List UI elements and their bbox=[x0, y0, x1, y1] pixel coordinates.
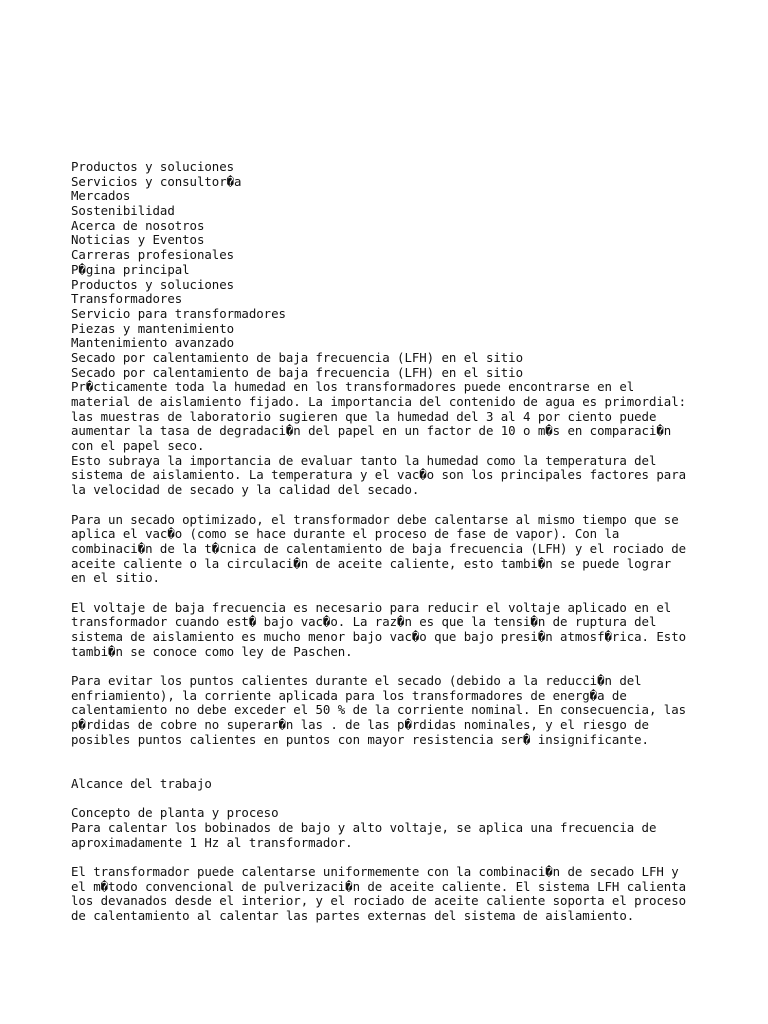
document-line: Noticias y Eventos bbox=[71, 232, 205, 248]
document-line: Mercados bbox=[71, 188, 131, 204]
document-line: con el papel seco. bbox=[71, 438, 205, 454]
document-line: sistema de aislamiento es mucho menor bajo vac�o que bajo presi�n atmosf�rica. Esto bbox=[71, 629, 687, 644]
document-line bbox=[71, 586, 731, 601]
document-line bbox=[71, 498, 731, 513]
document-line: las muestras de laboratorio sugieren que la humedad del 3 al 4 por ciento puede bbox=[71, 408, 657, 424]
document-line: en el sitio. bbox=[71, 570, 160, 586]
document-line: Alcance del trabajo bbox=[71, 775, 212, 791]
document-line: posibles puntos calientes en puntos con mayor resistencia ser� insignificante. bbox=[71, 731, 649, 747]
document-line: Esto subraya la importancia de evaluar tanto la humedad como la temperatura del bbox=[71, 452, 657, 468]
document-line: tambi�n se conoce como ley de Paschen. bbox=[71, 643, 353, 659]
document-line: enfriamiento), la corriente aplicada para los transformadores de energ�a de bbox=[71, 687, 627, 703]
document-line: calentamiento no debe exceder el 50 % de la corriente nominal. En consecuencia, las bbox=[71, 702, 687, 718]
document-line: Acerca de nosotros bbox=[71, 217, 205, 233]
document-line: Servicio para transformadores bbox=[71, 305, 286, 321]
document-line: Pr�cticamente toda la humedad en los transformadores puede encontrarse en el bbox=[71, 379, 635, 395]
document-line: la velocidad de secado y la calidad del secado. bbox=[71, 482, 420, 498]
document-line: sistema de aislamiento. La temperatura y el vac�o son los principales factores para bbox=[71, 467, 687, 483]
document-line: Para calentar los bobinados de bajo y alto voltaje, se aplica una frecuencia de bbox=[71, 819, 657, 835]
document-line: aproximadamente 1 Hz al transformador. bbox=[71, 834, 353, 850]
document-line: Servicios y consultor�a bbox=[71, 173, 242, 189]
document-line: aumentar la tasa de degradaci�n del papel en un factor de 10 o m�s en comparaci�n bbox=[71, 423, 672, 439]
document-line: Secado por calentamiento de baja frecuencia (LFH) en el sitio bbox=[71, 364, 523, 380]
document-line: P�gina principal bbox=[71, 261, 190, 277]
document-line: Para evitar los puntos calientes durante el secado (debido a la reducci�n del bbox=[71, 673, 642, 689]
document-line: aplica el vac�o (como se hace durante el proceso de fase de vapor). Con la bbox=[71, 526, 620, 542]
document-line: Carreras profesionales bbox=[71, 247, 235, 263]
document-text-body bbox=[71, 160, 731, 924]
document-line bbox=[71, 748, 731, 763]
document-line: El voltaje de baja frecuencia es necesario para reducir el voltaje aplicado en el bbox=[71, 599, 672, 615]
document-line: Piezas y mantenimiento bbox=[71, 320, 235, 336]
document-line: aceite caliente o la circulaci�n de aceite caliente, esto tambi�n se puede lograr bbox=[71, 555, 672, 571]
document-line: de calentamiento al calentar las partes externas del sistema de aislamiento. bbox=[71, 908, 635, 924]
document-line: Mantenimiento avanzado bbox=[71, 335, 235, 351]
document-line: transformador cuando est� bajo vac�o. La raz�n es que la tensi�n de ruptura del bbox=[71, 614, 657, 630]
document-line: combinaci�n de la t�cnica de calentamiento de baja frecuencia (LFH) y el rociado de bbox=[71, 540, 687, 556]
document-line: Para un secado optimizado, el transformador debe calentarse al mismo tiempo que se bbox=[71, 511, 679, 527]
document-line: p�rdidas de cobre no superar�n las . de las p�rdidas nominales, y el riesgo de bbox=[71, 717, 649, 733]
document-line: Productos y soluciones bbox=[71, 159, 235, 174]
document-line: Sostenibilidad bbox=[71, 203, 175, 219]
document-line: el m�todo convencional de pulverizaci�n de aceite caliente. El sistema LFH calienta bbox=[71, 878, 687, 894]
document-line: material de aislamiento fijado. La importancia del contenido de agua es primordial: bbox=[71, 394, 687, 409]
document-line bbox=[71, 792, 731, 807]
document-line: El transformador puede calentarse uniformemente con la combinaci�n de secado LFH y bbox=[71, 864, 679, 879]
document-line: Concepto de planta y proceso bbox=[71, 805, 279, 821]
document-line bbox=[71, 850, 731, 865]
document-line: Productos y soluciones bbox=[71, 276, 235, 292]
document-line bbox=[71, 659, 731, 674]
document-line: Secado por calentamiento de baja frecuencia (LFH) en el sitio bbox=[71, 349, 523, 365]
document-line bbox=[71, 762, 731, 777]
document-line: los devanados desde el interior, y el rociado de aceite caliente soporta el proceso bbox=[71, 893, 687, 909]
document-line: Transformadores bbox=[71, 291, 183, 307]
